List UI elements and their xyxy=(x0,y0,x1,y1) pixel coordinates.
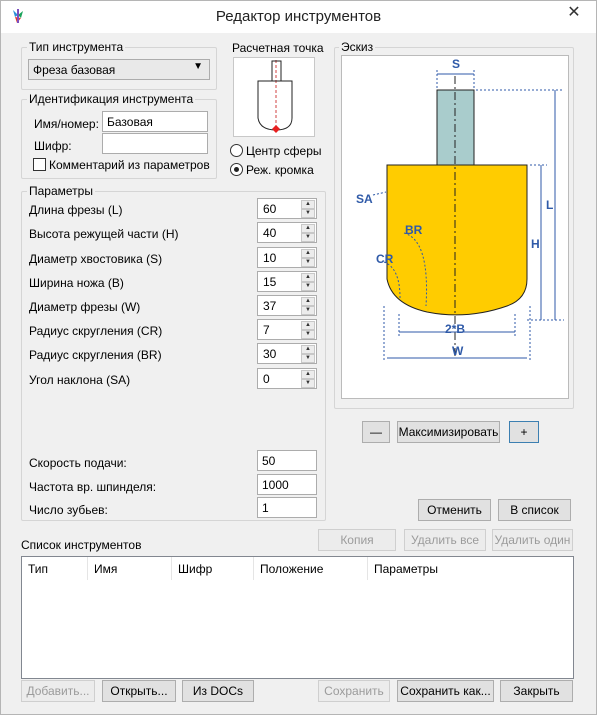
param-length-stepper[interactable] xyxy=(257,198,317,219)
spin-down-icon[interactable]: ▼ xyxy=(301,233,315,242)
tool-list-legend: Список инструментов xyxy=(21,538,142,552)
spindle-input[interactable] xyxy=(257,474,317,495)
sketch-label-cr: CR xyxy=(376,252,394,266)
sketch-label-l: L xyxy=(546,198,554,212)
column-header-label: Тип xyxy=(28,562,49,576)
param-label: Высота режущей части (H) xyxy=(29,227,179,241)
column-header-type[interactable] xyxy=(22,557,88,580)
spin-up-icon[interactable]: ▲ xyxy=(301,370,315,379)
params-legend: Параметры xyxy=(29,184,93,198)
spin-down-icon[interactable]: ▼ xyxy=(301,209,315,218)
sketch-label-sa: SA xyxy=(356,192,373,206)
column-header-label: Положение xyxy=(260,562,324,576)
param-height-stepper[interactable] xyxy=(257,222,317,243)
param-label: Диаметр хвостовика (S) xyxy=(29,252,163,266)
spin-up-icon[interactable]: ▲ xyxy=(301,273,315,282)
comment-checkbox[interactable] xyxy=(33,158,46,171)
param-value: 30 xyxy=(263,347,277,361)
sketch-label-br: BR xyxy=(405,223,423,237)
param-label: Диаметр фрезы (W) xyxy=(29,300,141,314)
spin-down-icon[interactable]: ▼ xyxy=(301,330,315,339)
param-value: 40 xyxy=(263,226,277,240)
param-blade-width-stepper[interactable] xyxy=(257,271,317,292)
sketch-label-s: S xyxy=(452,57,461,71)
param-value: 15 xyxy=(263,275,277,289)
feed-label: Скорость подачи: xyxy=(29,456,127,470)
feed-value: 50 xyxy=(262,454,276,468)
tool-type-value: Фреза базовая xyxy=(33,63,116,77)
tool-list-table[interactable] xyxy=(21,556,574,679)
sketch-label-2b: 2*B xyxy=(445,322,466,336)
calc-point-preview xyxy=(233,57,315,137)
spin-up-icon[interactable]: ▲ xyxy=(301,224,315,233)
cipher-input[interactable] xyxy=(102,133,208,154)
teeth-input[interactable] xyxy=(257,497,317,518)
teeth-label: Число зубьев: xyxy=(29,503,108,517)
sketch-label-w: W xyxy=(452,344,464,358)
spindle-label: Частота вр. шпинделя: xyxy=(29,480,157,494)
identification-legend: Идентификация инструмента xyxy=(29,92,194,106)
tool-sketch-drawing xyxy=(342,56,568,398)
zoom-in-button[interactable]: + xyxy=(509,421,539,443)
save-as-button[interactable]: Сохранить как... xyxy=(397,680,494,702)
save-button[interactable]: Сохранить xyxy=(318,680,390,702)
param-label: Угол наклона (SA) xyxy=(29,373,131,387)
name-label: Имя/номер: xyxy=(34,117,99,131)
sketch-canvas xyxy=(341,55,569,399)
param-label: Длина фрезы (L) xyxy=(29,203,123,217)
radio-cutting-edge[interactable] xyxy=(230,163,243,176)
tool-type-legend: Тип инструмента xyxy=(29,40,124,54)
zoom-out-button[interactable]: — xyxy=(362,421,390,443)
param-value: 10 xyxy=(263,251,277,265)
open-button[interactable]: Открыть... xyxy=(102,680,176,702)
close-icon[interactable]: ✕ xyxy=(567,4,581,21)
calc-point-legend: Расчетная точка xyxy=(232,41,324,55)
spin-down-icon[interactable]: ▼ xyxy=(301,282,315,291)
param-label: Радиус скругления (BR) xyxy=(29,348,162,362)
maximize-button[interactable]: Максимизировать xyxy=(397,421,500,443)
param-value: 7 xyxy=(263,323,270,337)
spin-up-icon[interactable]: ▲ xyxy=(301,297,315,306)
name-value: Базовая xyxy=(107,115,153,129)
spin-down-icon[interactable]: ▼ xyxy=(301,379,315,388)
from-docs-button[interactable]: Из DOCs xyxy=(182,680,254,702)
delete-one-button[interactable]: Удалить один xyxy=(492,529,573,551)
copy-button[interactable]: Копия xyxy=(318,529,396,551)
param-label: Ширина ножа (B) xyxy=(29,276,124,290)
sketch-label-h: H xyxy=(531,237,540,251)
tool-preview-icon xyxy=(234,58,314,136)
param-value: 37 xyxy=(263,299,277,313)
spindle-value: 1000 xyxy=(262,478,289,492)
spin-up-icon[interactable]: ▲ xyxy=(301,200,315,209)
spin-down-icon[interactable]: ▼ xyxy=(301,258,315,267)
comment-label: Комментарий из параметров xyxy=(49,158,210,172)
spin-up-icon[interactable]: ▲ xyxy=(301,345,315,354)
title-bar xyxy=(1,1,596,33)
column-header-label: Параметры xyxy=(374,562,438,576)
radio-sphere-center-label: Центр сферы xyxy=(246,144,322,158)
delete-all-button[interactable]: Удалить все xyxy=(404,529,486,551)
param-value: 60 xyxy=(263,202,277,216)
close-button[interactable]: Закрыть xyxy=(500,680,573,702)
cancel-button[interactable]: Отменить xyxy=(418,499,491,521)
cipher-label: Шифр: xyxy=(34,139,72,153)
column-header-cipher[interactable] xyxy=(172,557,254,580)
tool-type-select[interactable] xyxy=(28,59,210,80)
spin-down-icon[interactable]: ▼ xyxy=(301,354,315,363)
spin-down-icon[interactable]: ▼ xyxy=(301,306,315,315)
column-header-params[interactable] xyxy=(368,557,573,580)
column-header-label: Шифр xyxy=(178,562,213,576)
column-header-name[interactable] xyxy=(88,557,172,580)
add-button[interactable]: Добавить... xyxy=(21,680,95,702)
spin-up-icon[interactable]: ▲ xyxy=(301,249,315,258)
param-shank-stepper[interactable] xyxy=(257,247,317,268)
window-title: Редактор инструментов xyxy=(215,8,382,25)
radio-sphere-center[interactable] xyxy=(230,144,243,157)
name-input[interactable] xyxy=(102,111,208,132)
teeth-value: 1 xyxy=(262,501,269,515)
param-label: Радиус скругления (CR) xyxy=(29,324,163,338)
feed-input[interactable] xyxy=(257,450,317,471)
param-br-stepper[interactable] xyxy=(257,343,317,364)
chevron-down-icon: ▼ xyxy=(193,61,203,72)
column-header-position[interactable] xyxy=(254,557,368,580)
to-list-button[interactable]: В список xyxy=(498,499,571,521)
column-header-label: Имя xyxy=(94,562,118,576)
radio-cutting-edge-label: Реж. кромка xyxy=(246,163,314,177)
spin-up-icon[interactable]: ▲ xyxy=(301,321,315,330)
sketch-legend: Эскиз xyxy=(341,40,374,54)
param-cr-stepper[interactable] xyxy=(257,319,317,340)
param-value: 0 xyxy=(263,372,270,386)
param-sa-stepper[interactable] xyxy=(257,368,317,389)
param-diameter-stepper[interactable] xyxy=(257,295,317,316)
